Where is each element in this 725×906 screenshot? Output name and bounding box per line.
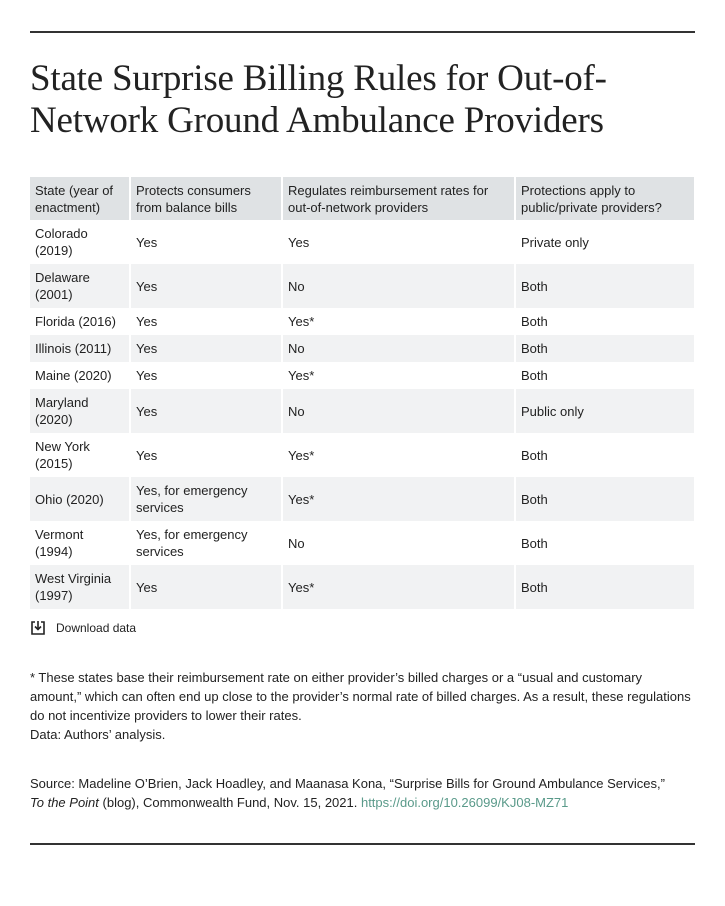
source-suffix: (blog), Commonwealth Fund, Nov. 15, 2021. [98,795,361,810]
cell-balance-bills: Yes, for emergency services [130,521,282,565]
column-header-provider-type: Protections apply to public/private providers? [515,177,694,220]
table-row [30,308,694,335]
cell-balance-bills: Yes [130,362,282,389]
cell-provider-type: Private only [515,220,694,264]
cell-state: Maryland (2020) [30,389,130,433]
cell-state: Colorado (2019) [30,220,130,264]
cell-state: Ohio (2020) [30,477,130,521]
download-label: Download data [56,621,137,635]
cell-reimbursement: No [282,521,515,565]
cell-balance-bills: Yes [130,389,282,433]
cell-state: Florida (2016) [30,308,130,335]
cell-reimbursement: Yes* [282,477,515,521]
cell-reimbursement: Yes [282,220,515,264]
footnote: * These states base their reimbursement rate on either provider’s billed charges or a “usual and customary amount,” which can often end up close to the provider’s normal rate of billed charges. As a result, these regulations do not incentivize providers to lower their rates. [30,670,691,723]
source-doi-link[interactable]: https://doi.org/10.26099/KJ08-MZ71 [360,795,569,810]
cell-state: Vermont (1994) [30,521,130,565]
cell-reimbursement: No [282,264,515,308]
page-title: State Surprise Billing Rules for Out-of-Network Ground Ambulance Providers [30,58,607,141]
cell-balance-bills: Yes [130,433,282,477]
table-row [30,521,694,565]
cell-reimbursement: Yes* [282,362,515,389]
column-header-reimbursement: Regulates reimbursement rates for out-of-network providers [282,177,515,220]
cell-reimbursement: No [282,389,515,433]
table-row [30,264,694,308]
cell-reimbursement: Yes* [282,433,515,477]
table-row [30,220,694,264]
cell-provider-type: Both [515,362,694,389]
source-prefix: Source: Madeline O’Brien, Jack Hoadley, and Maanasa Kona, “Surprise Bills for Ground Ambulance Services,” [30,776,665,791]
cell-provider-type: Both [515,565,694,609]
cell-state: Delaware (2001) [30,264,130,308]
cell-provider-type: Both [515,521,694,565]
top-rule [30,31,695,33]
cell-balance-bills: Yes [130,565,282,609]
cell-balance-bills: Yes [130,220,282,264]
cell-state: Maine (2020) [30,362,130,389]
notes [30,668,695,744]
cell-balance-bills: Yes [130,264,282,308]
cell-provider-type: Public only [515,389,694,433]
column-header-state: State (year of enactment) [30,177,130,220]
cell-state: New York (2015) [30,433,130,477]
cell-reimbursement: No [282,335,515,362]
cell-balance-bills: Yes, for emergency services [130,477,282,521]
data-note: Data: Authors’ analysis. [30,727,166,742]
cell-reimbursement: Yes* [282,565,515,609]
cell-balance-bills: Yes [130,335,282,362]
cell-provider-type: Both [515,264,694,308]
table-row [30,433,694,477]
cell-reimbursement: Yes* [282,308,515,335]
bottom-rule [30,843,695,845]
cell-state: Illinois (2011) [30,335,130,362]
source-publication: To the Point [30,795,99,810]
download-data-button[interactable] [30,619,136,637]
source-citation [30,774,695,812]
table-row [30,362,694,389]
cell-provider-type: Both [515,308,694,335]
cell-state: West Virginia (1997) [30,565,130,609]
table-row [30,335,694,362]
cell-provider-type: Both [515,335,694,362]
cell-provider-type: Both [515,477,694,521]
cell-balance-bills: Yes [130,308,282,335]
cell-provider-type: Both [515,433,694,477]
state-rules-table [30,177,694,609]
table-row [30,389,694,433]
table-header-row [30,177,694,220]
table-row [30,477,694,521]
download-icon [30,620,56,636]
table-row [30,565,694,609]
column-header-balance-bills: Protects consumers from balance bills [130,177,282,220]
